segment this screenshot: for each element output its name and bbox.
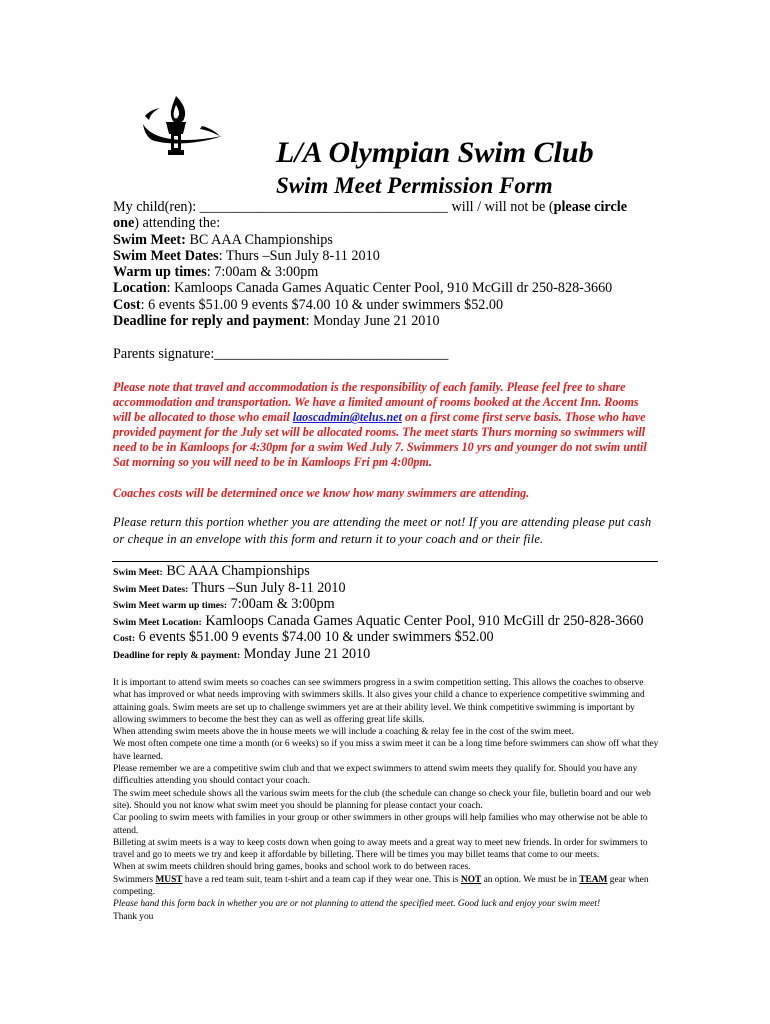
location-label: Location [113, 280, 167, 297]
detail-row: Deadline for reply & payment: Monday June 21 2010 [113, 645, 371, 662]
club-logo [140, 92, 226, 162]
form-title: Swim Meet Permission Form [276, 173, 553, 198]
meet-details [113, 563, 673, 663]
info-section [113, 677, 661, 923]
logo-cup [166, 122, 186, 134]
detail-row: Cost: 6 events $51.00 9 events $74.00 10 & under swimmers $52.00 [113, 629, 494, 646]
coaches-notice: Coaches costs will be determined once we know how many swimmers are attending. [113, 486, 530, 500]
detail-row: Swim Meet Location: Kamloops Canada Games Aquatic Center Pool, 910 McGill dr 250-828-3660 [113, 612, 644, 629]
info-paragraph: It is important to attend swim meets so coaches can see swimmers progress in a swim competition setting. This allows the coaches to observe what has improved or what needs improving with swimmers skills. It also gives your child a chance to experience competitive swimming and attaining goals. Swim meets are set up to challenge swimmers yet are at their ability level. We think competitive swimming is important by allowing swimmers to become the best they can as well as offering great life skills. [113, 678, 645, 725]
info-paragraph: Please hand this form back in whether you are or not planning to attend the specified meet. Good luck and enjoy your swim meet! [113, 899, 601, 910]
info-paragraph: When attending swim meets above the in house meets we will include a coaching & relay fee in the cost of the swim meet. [113, 727, 574, 738]
permission-section: My child(ren): ___________________________________ will / will not be (please circle one) attending the: Swim Meet: BC AAA Championships Swim Meet Dates: Thurs –Sun July 8-11 2010 Warm up times: 7:00am & 3:00pm Location: Kamloops Canada Games Aquatic Center Pool, 910 McGill dr 250-828-3660 Cost: 6 events $51.00 9 events $74.00 10 & under swimmers $52.00 Deadline for reply and payment: Monday June 21 2010 [113, 199, 627, 330]
detail-row: Swim Meet: BC AAA Championships [113, 563, 310, 579]
info-paragraph: When at swim meets children should bring games, books and school work to do between races. [113, 862, 471, 873]
cost-label: Cost [113, 296, 141, 313]
detail-row: Swim Meet warm up times: 7:00am & 3:00pm [113, 596, 335, 613]
signature-blank[interactable]: _________________________________ [214, 346, 449, 362]
info-paragraph: Please remember we are a competitive swim club and that we expect swimmers to attend swim meets they qualify for. Should you have any difficulties attending you should contact your coach. [113, 764, 638, 787]
info-paragraph: Car pooling to swim meets with families in your group or other swimmers in other groups will help families who may otherwise not be able to attend. [113, 813, 648, 836]
info-paragraph: Swimmers MUST have a red team suit, team t-shirt and a team cap if they wear one. This is NOT an option. We must be in TEAM gear when competing. [113, 874, 649, 898]
travel-notice: Please note that travel and accommodation is the responsibility of each family. Please feel free to share accommodation and transportation. We have a limited amount of rooms booked at the Accent Inn. Rooms will be allocated to those who email laoscadmin@telus.net on a first come first serve basis. Those who have provided payment for the July set will be allocated rooms. The meet starts Thurs morning so swimmers will need to be in Kamloops for 4:30pm for a swim Wed July 7. Swimmers 10 yrs and younger do not swim until Sat morning so you will need to be in Kamloops Fri pm 4:00pm. [113, 380, 647, 470]
meet-label: Swim Meet: [113, 231, 186, 248]
parent-signature: Parents signature:_________________________________ [113, 346, 449, 362]
club-title: L/A Olympian Swim Club [276, 136, 594, 169]
detail-row: Swim Meet Dates: Thurs –Sun July 8-11 2010 [113, 579, 346, 596]
deadline-label: Deadline for reply and payment [113, 313, 306, 330]
dates-label: Swim Meet Dates [113, 247, 219, 264]
info-paragraph: The swim meet schedule shows all the various swim meets for the club (the schedule can change so check your file, bulletin board and our web site). Should you not know what swim meet you should be planning for please contact your coach. [113, 788, 651, 811]
email-link[interactable]: laoscadmin@telus.net [292, 410, 402, 425]
warmup-label: Warm up times [113, 264, 207, 281]
info-paragraph: Billeting at swim meets is a way to keep costs down when going to away meets and a great way to meet new friends. In order for swimmers to travel and go to meets we try and keep it affordable by billeting. There will be times you may billet teams that come to our meets. [113, 837, 648, 861]
children-blank[interactable]: ___________________________________ [199, 199, 448, 215]
return-note: Please return this portion whether you are attending the meet or not! If you are attending please put cash or cheque in an envelope with this form and return it to your coach and or their file. [113, 515, 652, 546]
info-paragraph: We most often compete one time a month (or 6 weeks) so if you miss a swim meet it can be a long time before swimmers can show off what they have learned. [113, 739, 659, 762]
info-paragraph: Thank you [113, 911, 154, 922]
divider [112, 561, 658, 562]
